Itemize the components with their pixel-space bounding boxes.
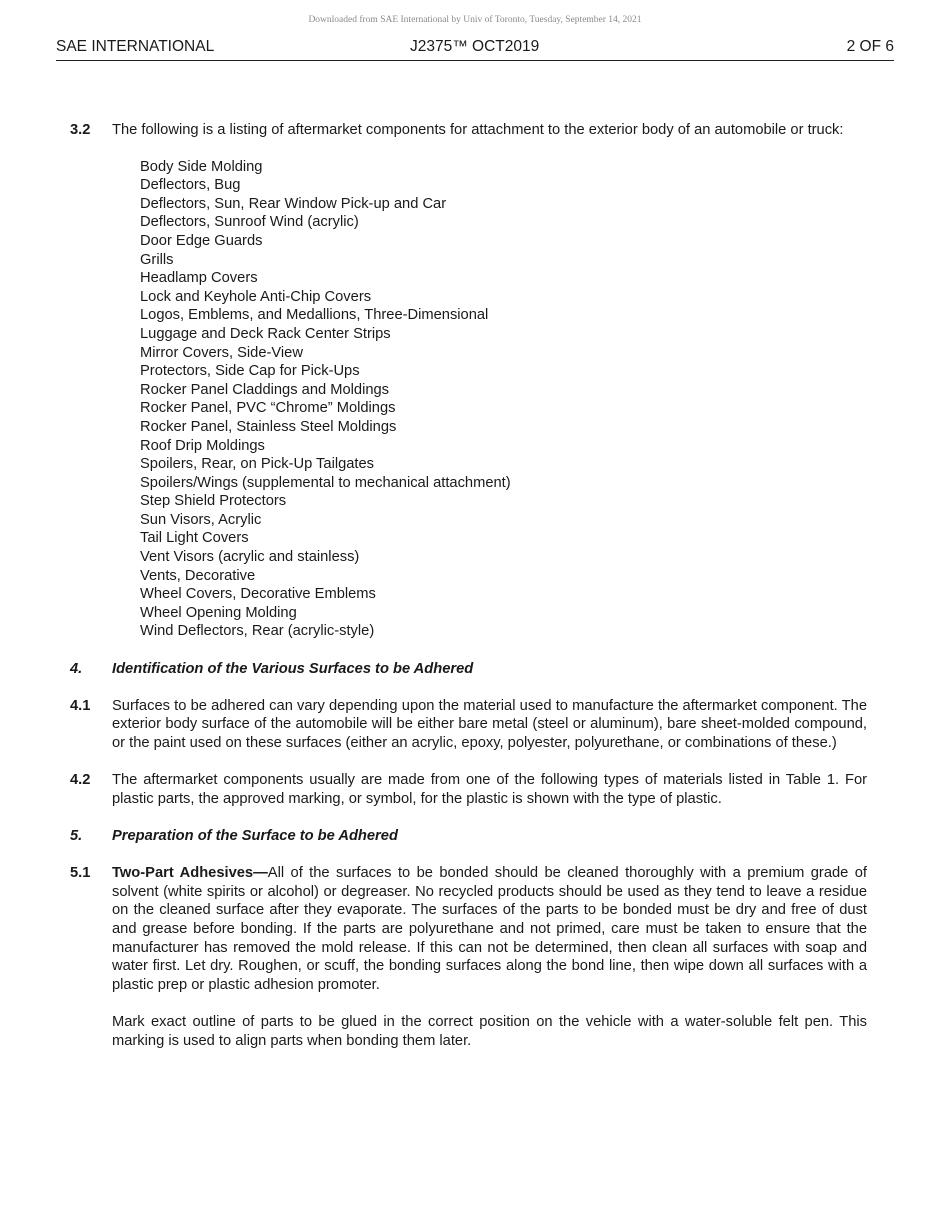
list-item: Grills	[140, 251, 174, 268]
section-5-1	[70, 864, 867, 1050]
download-watermark: Downloaded from SAE International by Univ of Toronto, Tuesday, September 14, 2021	[308, 15, 642, 25]
list-item: Headlamp Covers	[140, 270, 258, 287]
section-text-continued: Mark exact outline of parts to be glued in the correct position on the vehicle with a water-soluble felt pen. This marking is used to align parts when bonding them later.	[112, 1013, 867, 1049]
section-text	[112, 864, 867, 994]
section-text: The following is a listing of aftermarket components for attachment to the exterior body of an automobile or truck:	[112, 122, 844, 138]
list-item: Body Side Molding	[140, 158, 263, 175]
section-text: Surfaces to be adhered can vary depending upon the material used to manufacture the aftermarket component. The exterior body surface of the automobile will be either bare metal (steel or aluminum), bare sheet-molded compound, or the paint used on these surfaces (either an acrylic, epoxy, polyester, polyurethane, or combinations of these.)	[112, 697, 867, 751]
component-list	[70, 158, 867, 641]
list-item: Vents, Decorative	[140, 567, 256, 584]
document-body	[70, 121, 867, 1050]
section-title: Identification of the Various Surfaces to be Adhered	[112, 660, 474, 677]
list-item: Rocker Panel, Stainless Steel Moldings	[140, 418, 397, 435]
section-title: Preparation of the Surface to be Adhered	[112, 827, 398, 844]
list-item: Spoilers/Wings (supplemental to mechanical attachment)	[140, 474, 511, 491]
list-item: Rocker Panel, PVC “Chrome” Moldings	[140, 400, 396, 417]
section-body: All of the surfaces to be bonded should be cleaned thoroughly with a premium grade of solvent (white spirits or alcohol) or degreaser. No recycled products should be used as they tend to leave a residue on the cleaned surface after they evaporate. The surfaces of the parts to be bonded must be dry and free of dust and grease before bonding. If the parts are polyurethane and not primed, care must be taken to ensure that the manufacturer has removed the mold release. If this can not be determined, then clean all surfaces with soap and water first. Let dry. Roughen, or scuff, the bonding surfaces along the bond line, then wipe down all surfaces with a plastic prep or plastic adhesion promoter.	[112, 865, 867, 993]
section-number: 3.2	[70, 122, 91, 138]
list-item: Lock and Keyhole Anti-Chip Covers	[140, 288, 372, 305]
header-doc-id: J2375™ OCT2019	[410, 38, 540, 55]
list-item: Mirror Covers, Side-View	[140, 344, 303, 361]
list-item: Sun Visors, Acrylic	[140, 511, 262, 528]
list-item: Luggage and Deck Rack Center Strips	[140, 325, 391, 342]
list-item: Wheel Opening Molding	[140, 604, 297, 621]
list-item: Protectors, Side Cap for Pick-Ups	[140, 363, 360, 380]
list-item: Door Edge Guards	[140, 232, 263, 249]
section-4-heading	[70, 660, 867, 679]
section-lead: Two-Part Adhesives—	[112, 865, 268, 882]
section-4-2	[70, 771, 867, 808]
list-item: Logos, Emblems, and Medallions, Three-Dimensional	[140, 307, 489, 324]
list-item: Wind Deflectors, Rear (acrylic-style)	[140, 623, 375, 640]
section-number: 4.1	[70, 697, 91, 714]
section-4-1	[70, 697, 867, 753]
list-item: Wheel Covers, Decorative Emblems	[140, 586, 376, 603]
section-text: The aftermarket components usually are made from one of the following types of materials listed in Table 1. For plastic parts, the approved marking, or symbol, for the plastic is shown with the type of plastic.	[112, 772, 867, 807]
list-item: Roof Drip Moldings	[140, 437, 265, 454]
section-3-2	[70, 121, 867, 140]
list-item: Vent Visors (acrylic and stainless)	[140, 549, 360, 566]
list-item: Rocker Panel Claddings and Moldings	[140, 381, 390, 398]
section-number: 5.1	[70, 865, 91, 882]
header-org: SAE INTERNATIONAL	[56, 38, 215, 55]
list-item: Tail Light Covers	[140, 530, 249, 547]
list-item: Deflectors, Sun, Rear Window Pick-up and Car	[140, 195, 447, 212]
section-number: 5.	[70, 827, 83, 844]
list-item: Deflectors, Bug	[140, 177, 241, 194]
section-5-heading	[70, 827, 867, 846]
header-page-number: 2 OF 6	[846, 38, 894, 55]
list-item: Deflectors, Sunroof Wind (acrylic)	[140, 214, 359, 231]
page-header	[56, 38, 894, 61]
section-number: 4.2	[70, 772, 91, 789]
list-item: Spoilers, Rear, on Pick-Up Tailgates	[140, 456, 375, 473]
section-number: 4.	[70, 660, 83, 677]
list-item: Step Shield Protectors	[140, 493, 287, 510]
